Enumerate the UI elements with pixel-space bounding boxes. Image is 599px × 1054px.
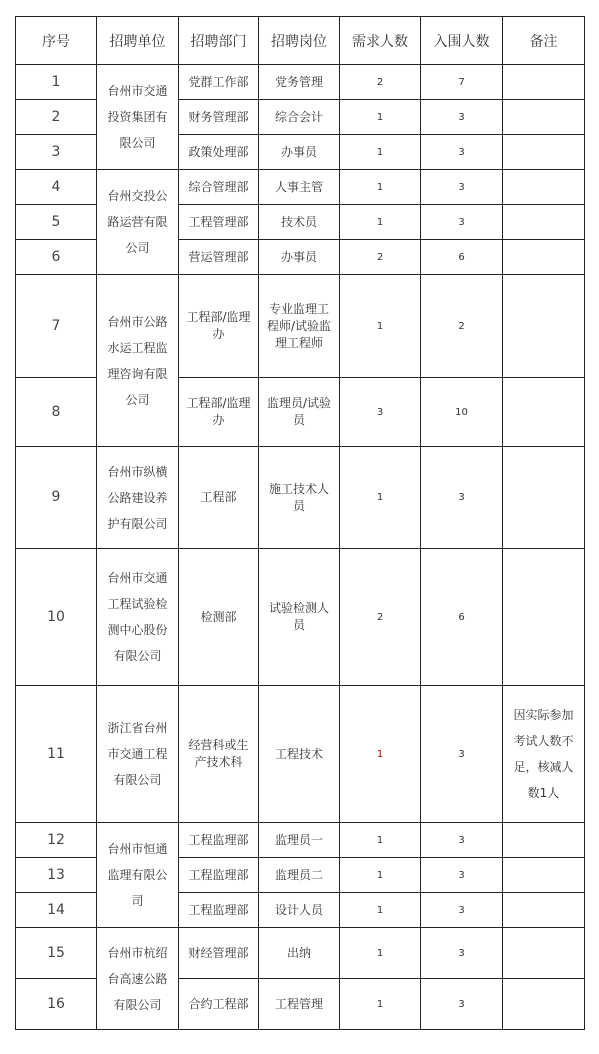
enter-count: 6 [421,240,503,275]
note-cell [503,447,585,549]
row-index: 1 [16,65,97,100]
unit-cell: 台州市纵横公路建设养护有限公司 [97,447,179,549]
position-cell: 监理员/试验员 [259,378,340,447]
position-cell: 出纳 [259,928,340,979]
enter-count: 3 [421,170,503,205]
enter-count: 3 [421,205,503,240]
dept-cell: 综合管理部 [179,170,259,205]
note-cell [503,378,585,447]
row-index: 4 [16,170,97,205]
note-cell [503,858,585,893]
position-cell: 党务管理 [259,65,340,100]
position-cell: 办事员 [259,240,340,275]
header-pos: 招聘岗位 [259,17,340,65]
note-cell [503,240,585,275]
note-cell [503,893,585,928]
dept-cell: 营运管理部 [179,240,259,275]
note-cell [503,979,585,1030]
dept-cell: 工程管理部 [179,205,259,240]
enter-count: 3 [421,686,503,823]
need-count: 1 [340,275,421,378]
note-cell [503,275,585,378]
dept-cell: 党群工作部 [179,65,259,100]
note-cell [503,100,585,135]
dept-cell: 工程监理部 [179,858,259,893]
header-note: 备注 [503,17,585,65]
row-index: 7 [16,275,97,378]
position-cell: 监理员二 [259,858,340,893]
table-row [16,823,585,858]
enter-count: 3 [421,447,503,549]
row-index: 16 [16,979,97,1030]
enter-count: 3 [421,823,503,858]
row-index: 14 [16,893,97,928]
row-index: 2 [16,100,97,135]
dept-cell: 工程部/监理办 [179,378,259,447]
position-cell: 专业监理工程师/试验监理工程师 [259,275,340,378]
enter-count: 3 [421,979,503,1030]
need-count: 1 [340,447,421,549]
table-row [16,686,585,823]
need-count: 2 [340,65,421,100]
position-cell: 人事主管 [259,170,340,205]
note-cell: 因实际参加考试人数不足，核减人数1人 [503,686,585,823]
unit-cell: 台州市交通工程试验检测中心股份有限公司 [97,549,179,686]
position-cell: 设计人员 [259,893,340,928]
unit-cell: 台州交投公路运营有限公司 [97,170,179,275]
unit-cell: 浙江省台州市交通工程有限公司 [97,686,179,823]
dept-cell: 合约工程部 [179,979,259,1030]
table-row [16,928,585,979]
dept-cell: 经营科或生产技术科 [179,686,259,823]
dept-cell: 工程监理部 [179,823,259,858]
need-count: 1 [340,205,421,240]
table-row [16,275,585,378]
enter-count: 7 [421,65,503,100]
need-count: 1 [340,893,421,928]
dept-cell: 政策处理部 [179,135,259,170]
enter-count: 3 [421,100,503,135]
header-need: 需求人数 [340,17,421,65]
dept-cell: 财经管理部 [179,928,259,979]
enter-count: 2 [421,275,503,378]
need-count: 3 [340,378,421,447]
position-cell: 综合会计 [259,100,340,135]
recruitment-table [15,16,585,1030]
position-cell: 施工技术人员 [259,447,340,549]
dept-cell: 工程监理部 [179,893,259,928]
row-index: 3 [16,135,97,170]
note-cell [503,205,585,240]
enter-count: 6 [421,549,503,686]
need-count: 1 [340,823,421,858]
dept-cell: 工程部/监理办 [179,275,259,378]
note-cell [503,928,585,979]
row-index: 15 [16,928,97,979]
note-cell [503,135,585,170]
dept-cell: 检测部 [179,549,259,686]
unit-cell: 台州市公路水运工程监理咨询有限公司 [97,275,179,447]
note-cell [503,65,585,100]
position-cell: 办事员 [259,135,340,170]
table-row [16,65,585,100]
need-count: 1 [340,686,421,823]
header-enter: 入围人数 [421,17,503,65]
table-row [16,447,585,549]
need-count: 1 [340,100,421,135]
row-index: 5 [16,205,97,240]
note-cell [503,170,585,205]
table-row [16,170,585,205]
need-count: 2 [340,240,421,275]
header-unit: 招聘单位 [97,17,179,65]
enter-count: 3 [421,135,503,170]
unit-cell: 台州市交通投资集团有限公司 [97,65,179,170]
position-cell: 试验检测人员 [259,549,340,686]
need-count: 1 [340,928,421,979]
position-cell: 技术员 [259,205,340,240]
unit-cell: 台州市恒通监理有限公司 [97,823,179,928]
enter-count: 10 [421,378,503,447]
enter-count: 3 [421,893,503,928]
need-count: 1 [340,170,421,205]
row-index: 12 [16,823,97,858]
dept-cell: 工程部 [179,447,259,549]
header-dept: 招聘部门 [179,17,259,65]
position-cell: 监理员一 [259,823,340,858]
need-count: 2 [340,549,421,686]
need-count: 1 [340,979,421,1030]
note-cell [503,549,585,686]
note-cell [503,823,585,858]
position-cell: 工程管理 [259,979,340,1030]
dept-cell: 财务管理部 [179,100,259,135]
position-cell: 工程技术 [259,686,340,823]
table-row [16,549,585,686]
header-idx: 序号 [16,17,97,65]
row-index: 10 [16,549,97,686]
row-index: 6 [16,240,97,275]
need-count: 1 [340,858,421,893]
row-index: 11 [16,686,97,823]
unit-cell: 台州市杭绍台高速公路有限公司 [97,928,179,1030]
enter-count: 3 [421,928,503,979]
enter-count: 3 [421,858,503,893]
row-index: 13 [16,858,97,893]
header-row [16,17,585,65]
row-index: 9 [16,447,97,549]
need-count: 1 [340,135,421,170]
row-index: 8 [16,378,97,447]
